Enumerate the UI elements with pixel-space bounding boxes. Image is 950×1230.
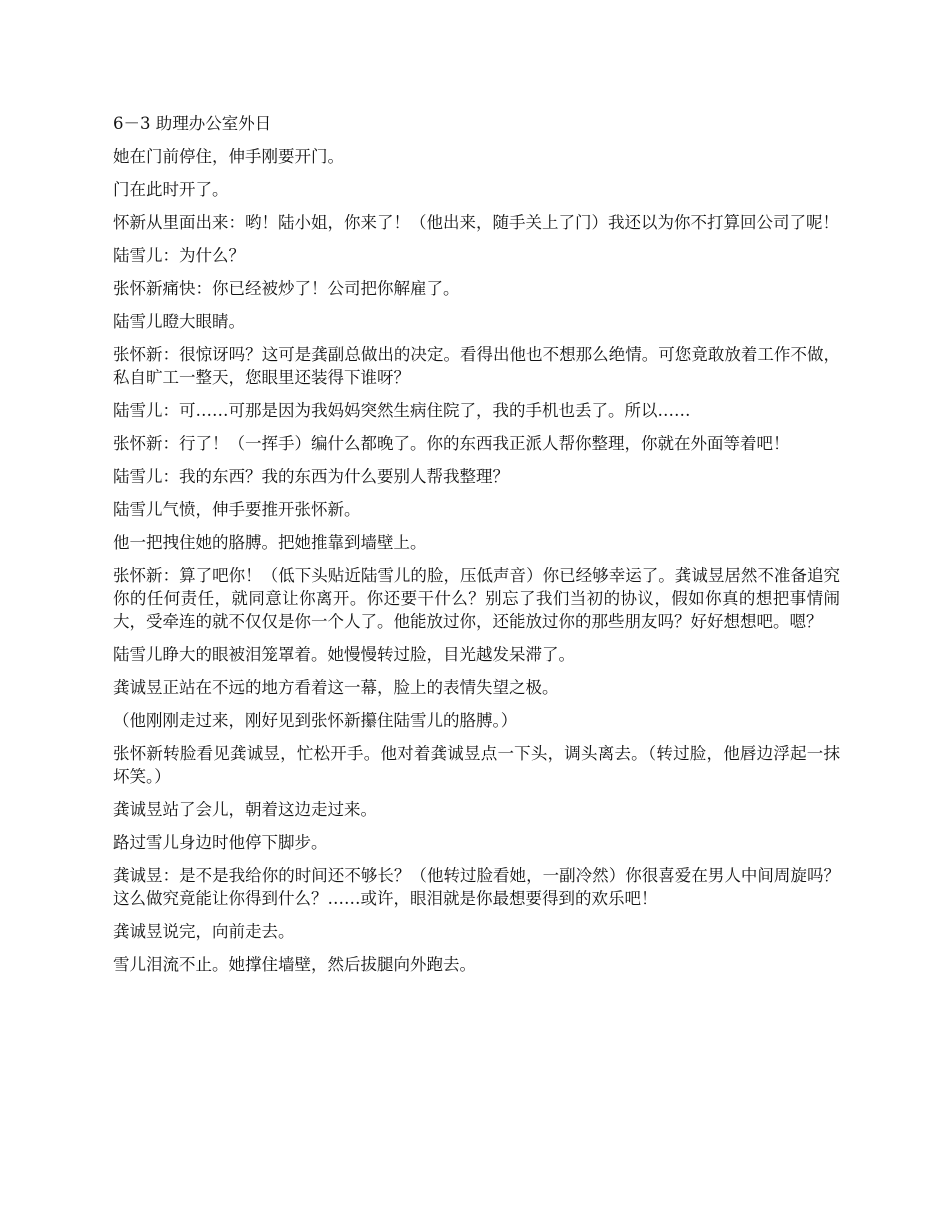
- paragraph: 龚诚昱：是不是我给你的时间还不够长？（他转过脸看她，一副冷然）你很喜爱在男人中间周旋吗？这么做究竟能让你得到什么？……或许，眼泪就是你最想要得到的欢乐吧！: [113, 866, 840, 908]
- scene-heading: 6－3 助理办公室外日: [113, 114, 272, 133]
- paragraph: 龚诚昱正站在不远的地方看着这一幕，脸上的表情失望之极。: [113, 678, 559, 697]
- paragraph: 张怀新：很惊讶吗？这可是龚副总做出的决定。看得出他也不想那么绝情。可您竟敢放着工作不做，私自旷工一整天，您眼里还装得下谁呀？: [113, 345, 840, 387]
- paragraph: （他刚刚走过来，刚好见到张怀新攥住陆雪儿的胳膊。）: [113, 711, 518, 730]
- document-body: [113, 112, 840, 986]
- paragraph: 怀新从里面出来：哟！陆小姐，你来了！（他出来，随手关上了门）我还以为你不打算回公司了呢！: [113, 213, 839, 232]
- paragraph: 陆雪儿：为什么？: [113, 246, 245, 265]
- paragraph: 龚诚昱站了会儿，朝着这边走过来。: [113, 800, 377, 819]
- paragraph: 陆雪儿睁大的眼被泪笼罩着。她慢慢转过脸，目光越发呆滞了。: [113, 645, 575, 664]
- paragraph: 张怀新：算了吧你！（低下头贴近陆雪儿的脸，压低声音）你已经够幸运了。龚诚昱居然不准备追究你的任何责任，就同意让你离开。你还要干什么？别忘了我们当初的协议，假如你真的想把事情闹大，受牵连的就不仅仅是你一个人了。他能放过你，还能放过你的那些朋友吗？好好想想吧。嗯？: [113, 566, 840, 631]
- paragraph: 张怀新转脸看见龚诚昱，忙松开手。他对着龚诚昱点一下头，调头离去。（转过脸，他唇边浮起一抹坏笑。）: [113, 744, 840, 786]
- paragraph: 陆雪儿瞪大眼睛。: [113, 312, 245, 331]
- paragraph: 陆雪儿：可……可那是因为我妈妈突然生病住院了，我的手机也丢了。所以……: [113, 401, 691, 420]
- paragraph: 门在此时开了。: [113, 180, 229, 199]
- paragraph: 她在门前停住，伸手刚要开门。: [113, 147, 344, 166]
- paragraph: 雪儿泪流不止。她撑住墙壁，然后拔腿向外跑去。: [113, 955, 476, 974]
- paragraph: 陆雪儿气愤，伸手要推开张怀新。: [113, 500, 361, 519]
- paragraph: 张怀新痛快：你已经被炒了！公司把你解雇了。: [113, 279, 460, 298]
- paragraph: 陆雪儿：我的东西？我的东西为什么要别人帮我整理？: [113, 467, 509, 486]
- paragraph: 张怀新：行了！（一挥手）编什么都晚了。你的东西我正派人帮你整理，你就在外面等着吧！: [113, 434, 790, 453]
- paragraph: 龚诚昱说完，向前走去。: [113, 922, 295, 941]
- paragraph: 路过雪儿身边时他停下脚步。: [113, 833, 328, 852]
- paragraph: 他一把拽住她的胳膊。把她推靠到墙壁上。: [113, 533, 427, 552]
